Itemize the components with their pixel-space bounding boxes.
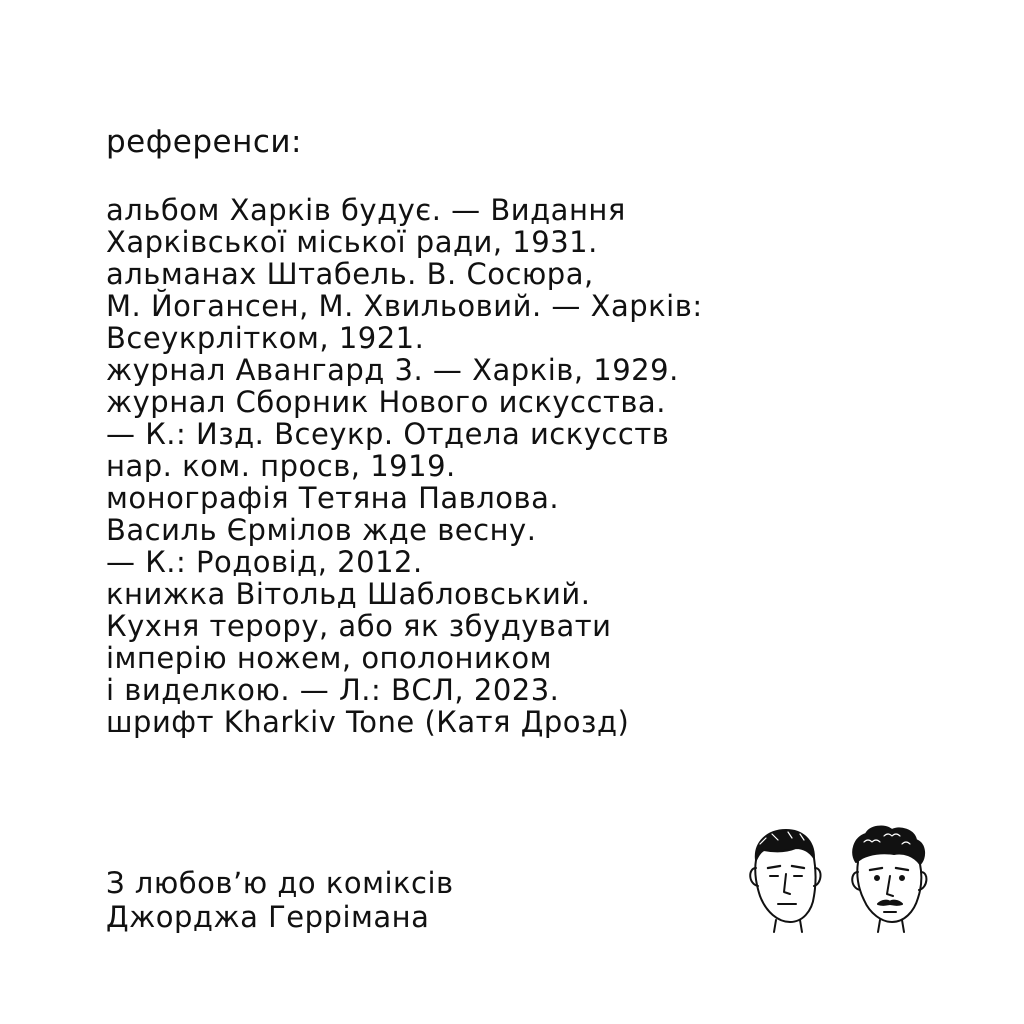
dedication-line-1: З любов’ю до коміксів — [106, 866, 454, 900]
heading: референси: — [106, 124, 302, 160]
reference-line: журнал Сборник Нового искусства. — [106, 385, 666, 419]
reference-line: книжка Вітольд Шабловський. — [106, 577, 591, 611]
reference-line: Всеукрлітком, 1921. — [106, 321, 425, 355]
dedication — [106, 866, 454, 934]
reference-line: Кухня терору, або як збудувати — [106, 609, 612, 643]
reference-line: Василь Єрмілов жде весну. — [106, 513, 537, 547]
reference-line: нар. ком. просв, 1919. — [106, 449, 456, 483]
reference-line: і виделкою. — Л.: ВСЛ, 2023. — [106, 673, 560, 707]
dedication-line-2: Джорджа Геррімана — [106, 900, 430, 934]
portraits-illustration — [738, 822, 938, 934]
reference-line: альманах Штабель. В. Сосюра, — [106, 257, 594, 291]
reference-line: — К.: Родовід, 2012. — [106, 545, 423, 579]
reference-line: Харківської міської ради, 1931. — [106, 225, 598, 259]
references-list — [106, 194, 703, 738]
portrait-right-icon — [852, 827, 926, 932]
reference-line: шрифт Kharkiv Tone (Катя Дрозд) — [106, 705, 630, 739]
reference-line: журнал Авангард 3. — Харків, 1929. — [106, 353, 679, 387]
portrait-left-icon — [750, 830, 820, 932]
reference-line: імперію ножем, ополоником — [106, 641, 552, 675]
reference-line: монографія Тетяна Павлова. — [106, 481, 560, 515]
reference-line: альбом Харків будує. — Видання — [106, 193, 626, 227]
reference-line: — К.: Изд. Всеукр. Отдела искусств — [106, 417, 670, 451]
reference-line: М. Йогансен, М. Хвильовий. — Харків: — [106, 289, 703, 323]
